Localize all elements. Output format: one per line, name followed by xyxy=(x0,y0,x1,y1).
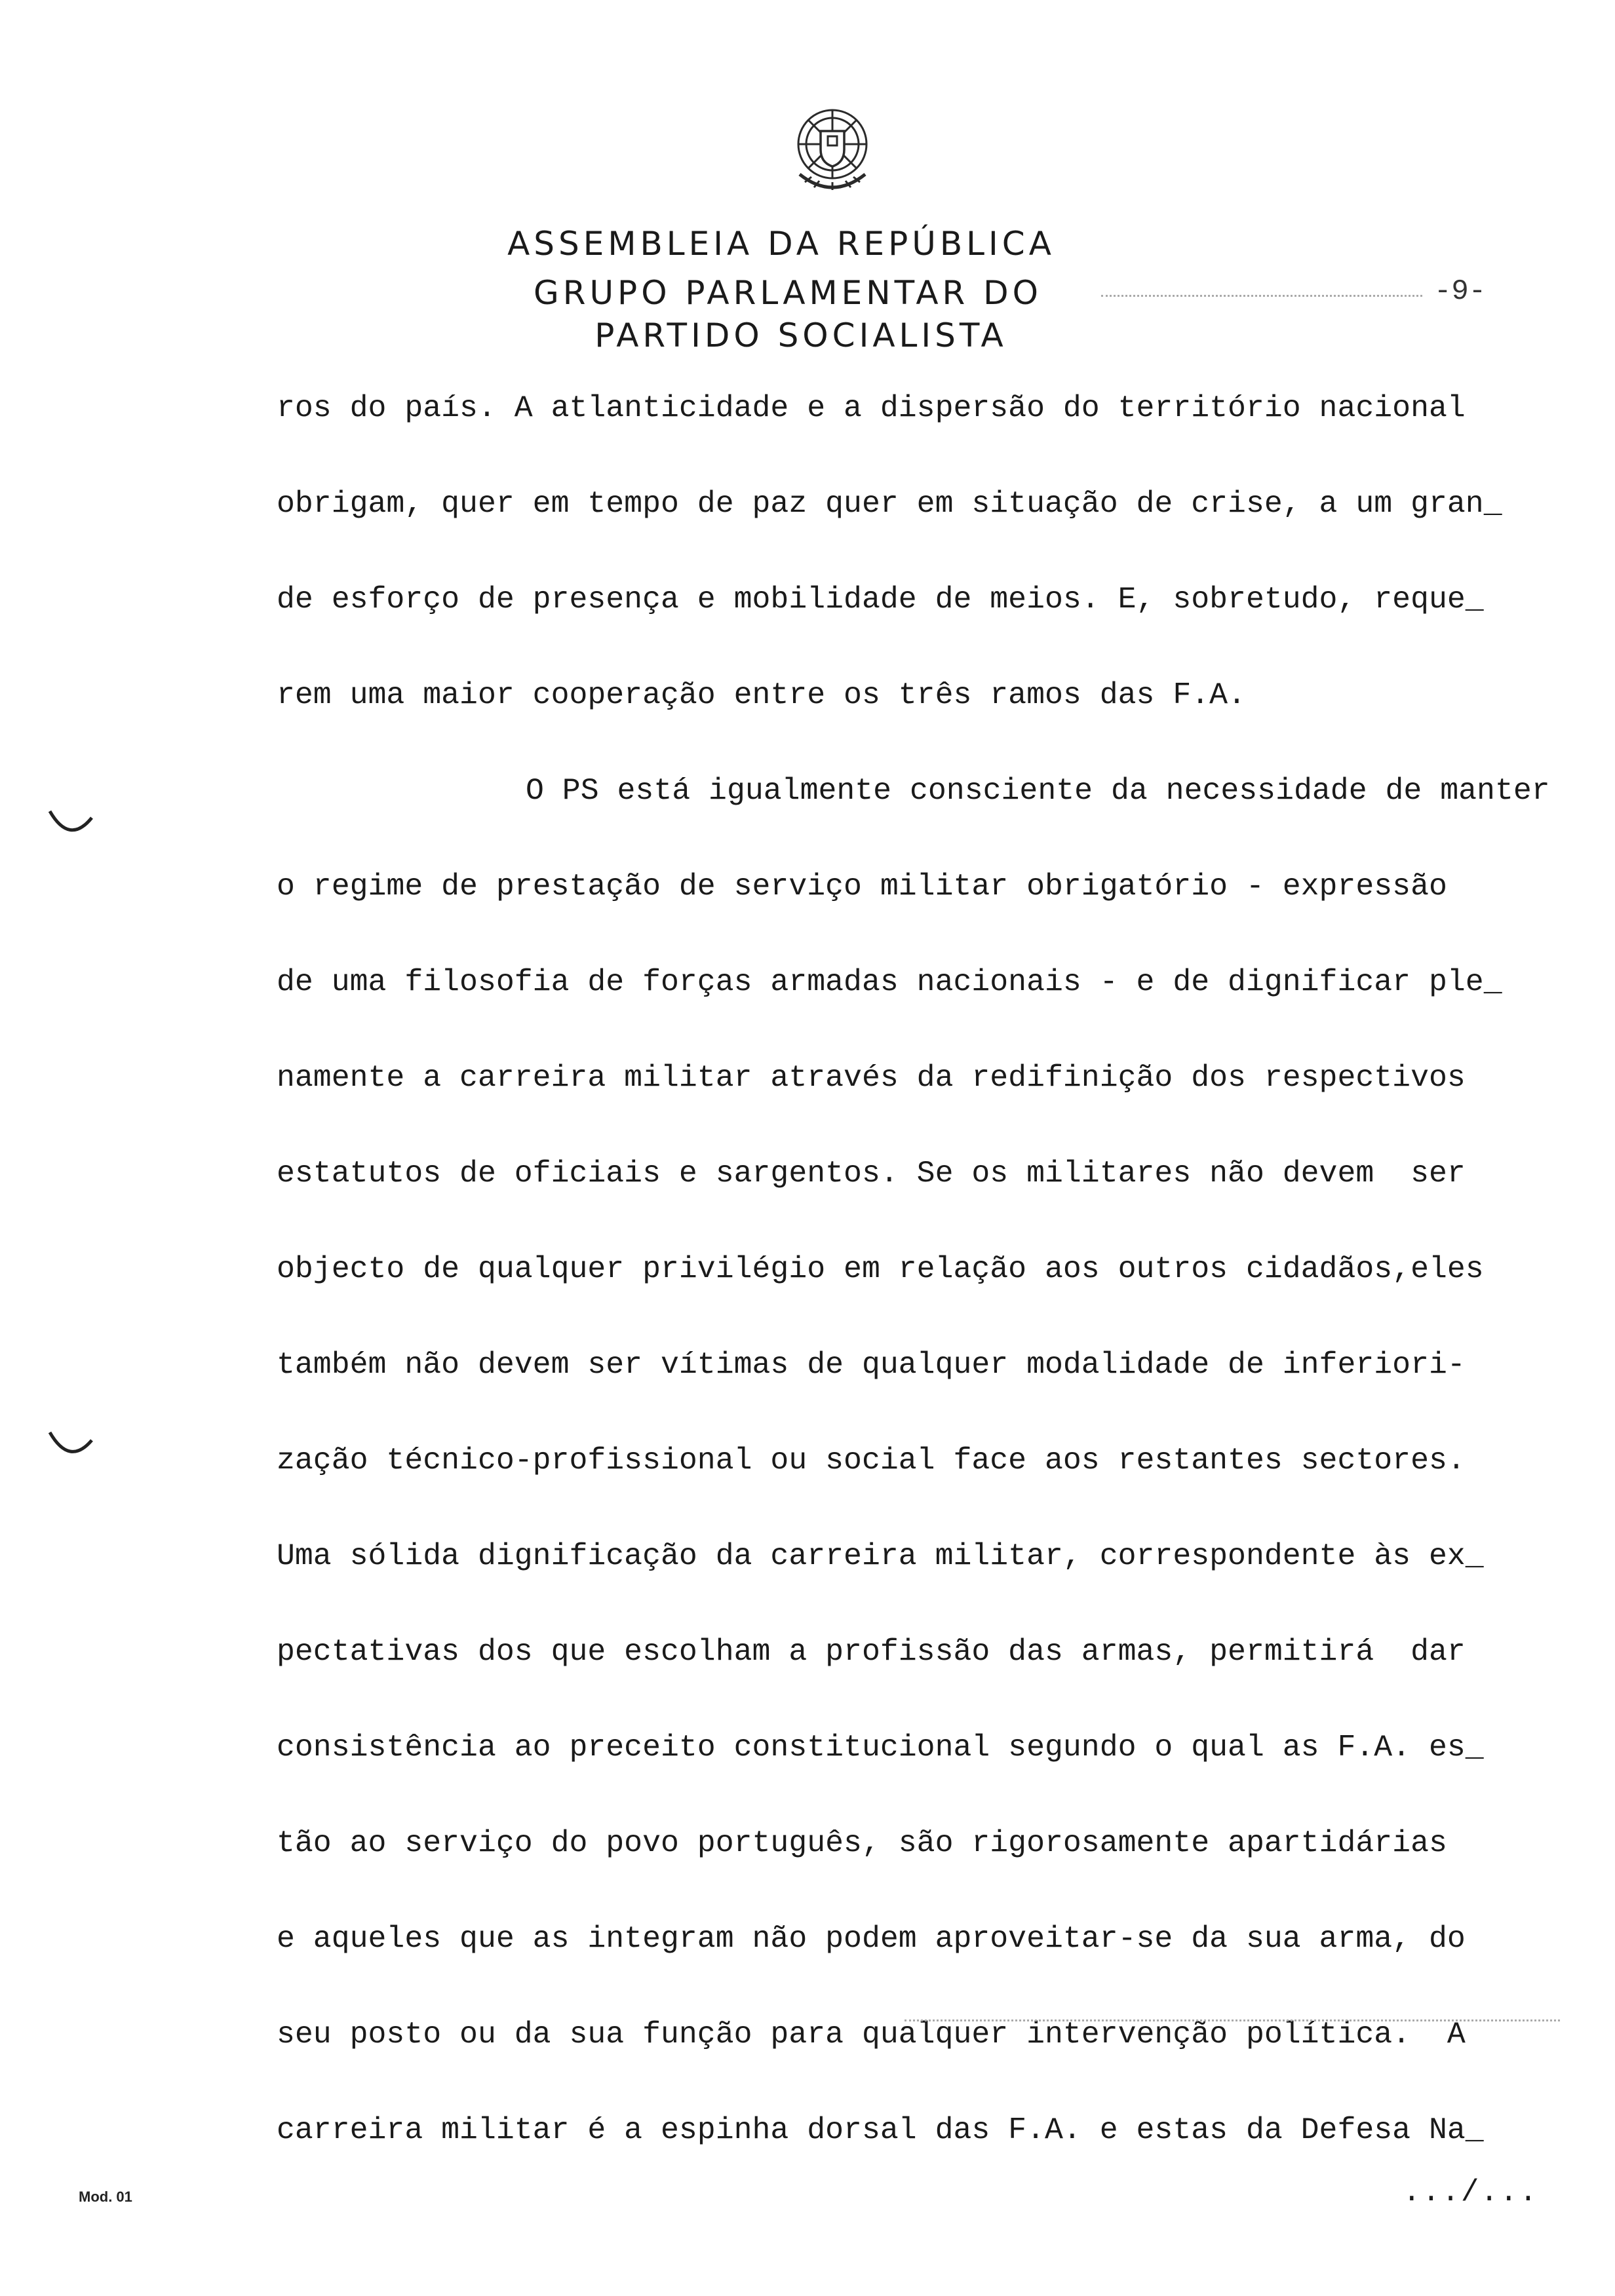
page-number: -9- xyxy=(1434,275,1487,308)
body-line: de esforço de presença e mobilidade de meios. E, sobretudo, reque_ xyxy=(277,582,1484,617)
body-line: consistência ao preceito constitucional segundo o qual as F.A. es_ xyxy=(277,1730,1484,1765)
form-label: Mod. 01 xyxy=(79,2189,132,2205)
body-line: também não devem ser vítimas de qualquer modalidade de inferiori- xyxy=(277,1347,1466,1382)
binder-mark-icon xyxy=(46,1428,98,1468)
body-line: obrigam, quer em tempo de paz quer em situação de crise, a um gran_ xyxy=(277,486,1502,521)
body-line: de uma filosofia de forças armadas nacionais - e de dignificar ple_ xyxy=(277,965,1502,999)
body-line: zação técnico-profissional ou social face aos restantes sectores. xyxy=(277,1443,1466,1478)
scan-dotted-rule xyxy=(905,2019,1560,2021)
body-line: estatutos de oficiais e sargentos. Se os militares não devem ser xyxy=(277,1156,1466,1191)
body-line: pectativas dos que escolham a profissão das armas, permitirá dar xyxy=(277,1634,1466,1669)
body-line: O PS está igualmente consciente da necessidade de manter xyxy=(526,773,1550,808)
body-line: o regime de prestação de serviço militar obrigatório - expressão xyxy=(277,869,1447,904)
document-body xyxy=(277,385,1548,2203)
body-line: e aqueles que as integram não podem aproveitar-se da sua arma, do xyxy=(277,1921,1466,1956)
coat-of-arms-icon xyxy=(780,97,885,208)
header-parliamentary-group: GRUPO PARLAMENTAR DO xyxy=(533,274,1043,312)
body-line: carreira militar é a espinha dorsal das F.A. e estas da Defesa Na_ xyxy=(277,2113,1484,2147)
body-line: tão ao serviço do povo português, são rigorosamente apartidárias xyxy=(277,1826,1447,1860)
body-line: rem uma maior cooperação entre os três ramos das F.A. xyxy=(277,678,1246,712)
body-line: ros do país. A atlanticidade e a dispersão do território nacional xyxy=(277,391,1466,425)
header-party: PARTIDO SOCIALISTA xyxy=(594,316,1007,354)
header-assembly: ASSEMBLEIA DA REPÚBLICA xyxy=(507,225,1055,263)
continuation-marker: .../... xyxy=(1403,2175,1539,2210)
binder-mark-icon xyxy=(46,806,98,845)
header-dotted-rule xyxy=(1101,295,1422,297)
body-line: Uma sólida dignificação da carreira militar, correspondente às ex_ xyxy=(277,1539,1484,1573)
body-line: objecto de qualquer privilégio em relação aos outros cidadãos,eles xyxy=(277,1252,1484,1286)
body-line: namente a carreira militar através da redifinição dos respectivos xyxy=(277,1060,1466,1095)
body-line: seu posto ou da sua função para qualquer intervenção política. A xyxy=(277,2017,1466,2052)
